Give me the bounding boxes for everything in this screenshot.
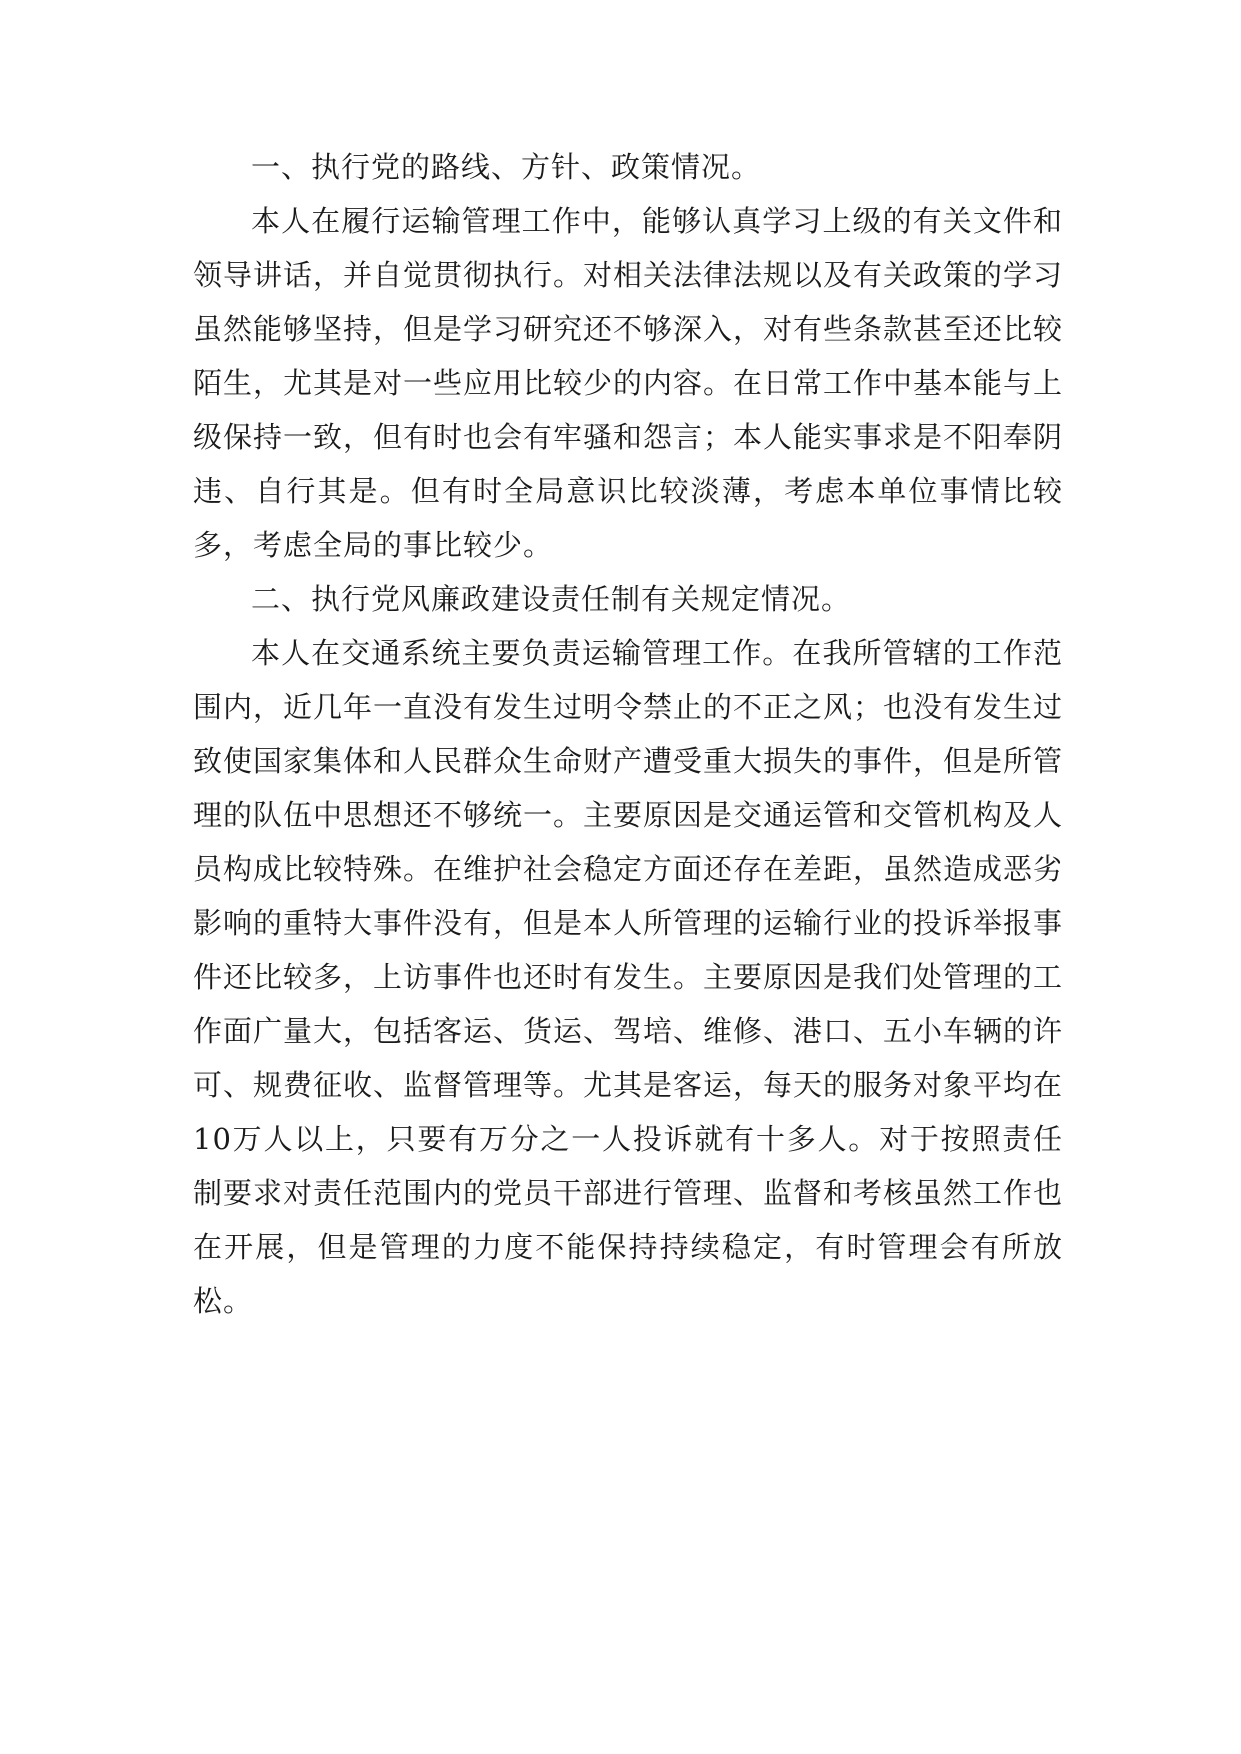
section-heading-2: 二、执行党风廉政建设责任制有关规定情况。: [251, 582, 852, 616]
paragraph-1: 本人在履行运输管理工作中，能够认真学习上级的有关文件和领导讲话，并自觉贯彻执行。对相关法律法规以及有关政策的学习虽然能够坚持，但是学习研究还不够深入，对有些条款甚至还比较陌生，尤其是对一些应用比较少的内容。在日常工作中基本能与上级保持一致，但有时也会有牢骚和怨言；本人能实事求是不阳奉阴违、自行其是。但有时全局意识比较淡薄，考虑本单位事情比较多，考虑全局的事比较少。: [193, 204, 1064, 562]
paragraph-2: 本人在交通系统主要负责运输管理工作。在我所管辖的工作范围内，近几年一直没有发生过明令禁止的不正之风；也没有发生过致使国家集体和人民群众生命财产遭受重大损失的事件，但是所管理的队伍中思想还不够统一。主要原因是交通运管和交管机构及人员构成比较特殊。在维护社会稳定方面还存在差距，虽然造成恶劣影响的重特大事件没有，但是本人所管理的运输行业的投诉举报事件还比较多，上访事件也还时有发生。主要原因是我们处管理的工作面广量大，包括客运、货运、驾培、维修、港口、五小车辆的许可、规费征收、监督管理等。尤其是客运，每天的服务对象平均在10万人以上，只要有万分之一人投诉就有十多人。对于按照责任制要求对责任范围内的党员干部进行管理、监督和考核虽然工作也在开展，但是管理的力度不能保持持续稳定，有时管理会有所放松。: [193, 636, 1064, 1318]
document-page: [193, 140, 1063, 1328]
section-heading-1: 一、执行党的路线、方针、政策情况。: [251, 150, 762, 184]
